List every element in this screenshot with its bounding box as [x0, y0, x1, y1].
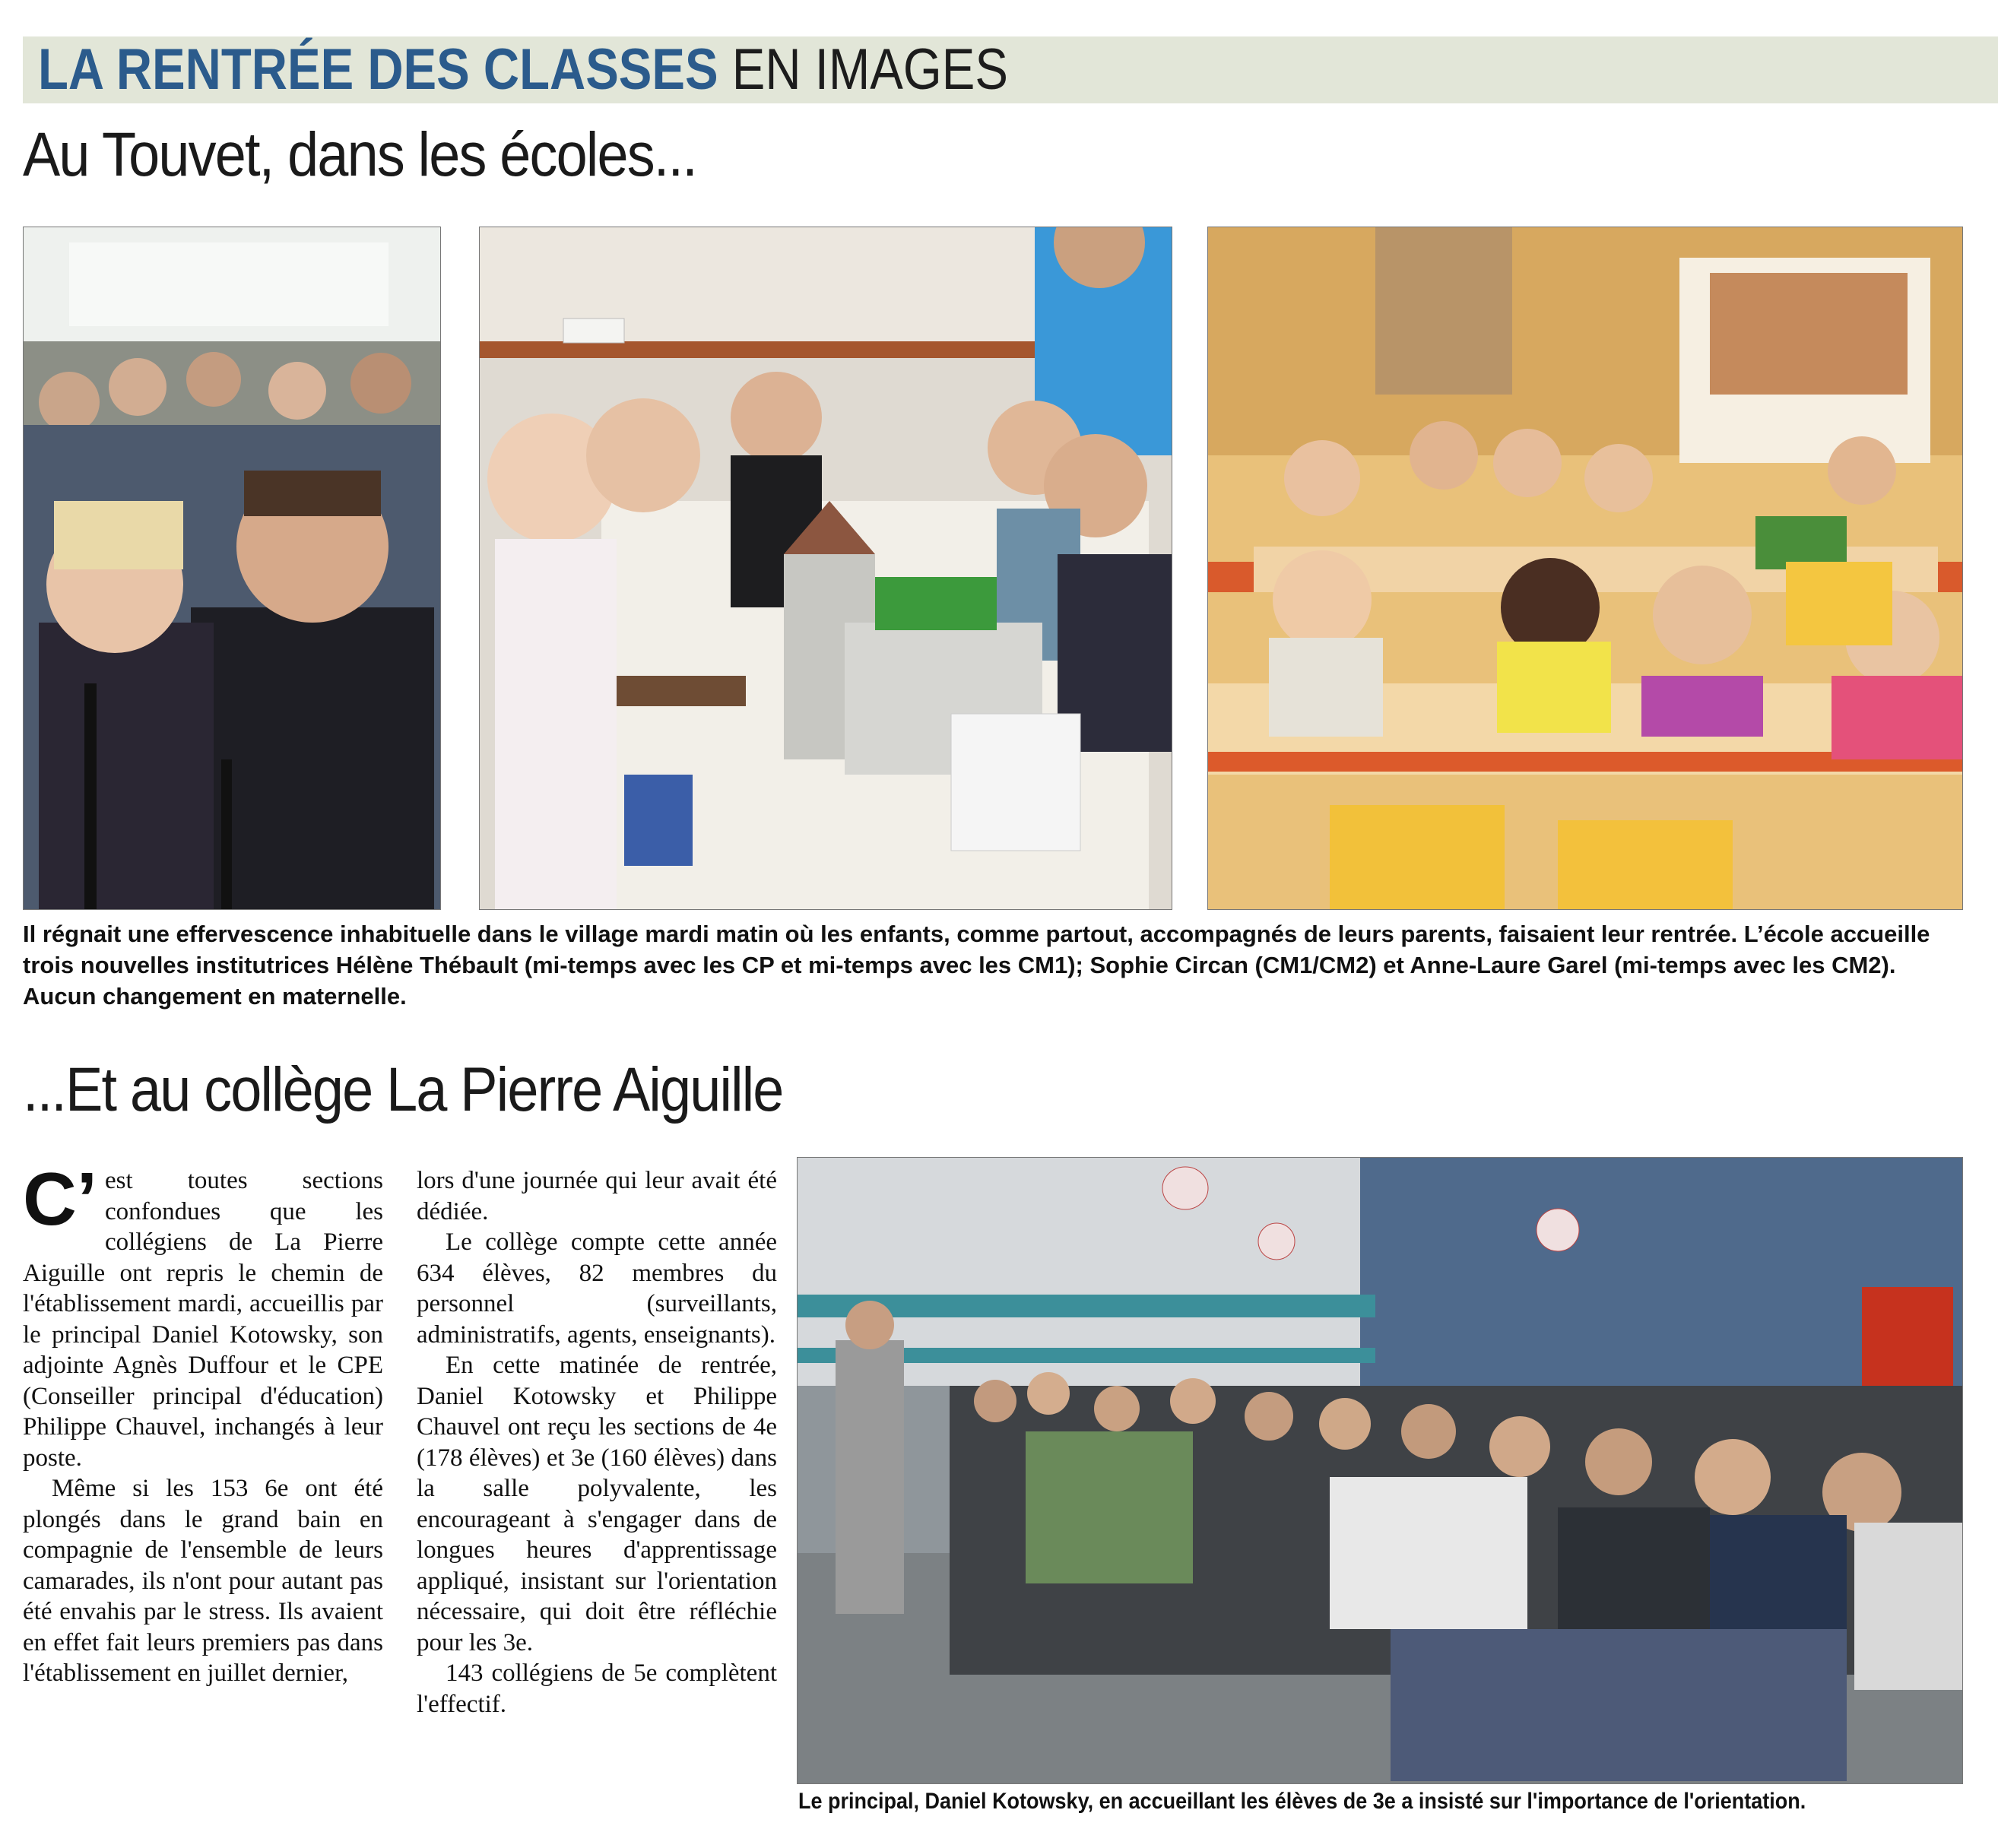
article-paragraph-3: lors d'une journée qui leur avait été dédiée.: [417, 1167, 777, 1225]
article-dropcap: C’: [23, 1157, 97, 1241]
photo-children-hallway: [23, 227, 441, 910]
photo-classroom: [1207, 227, 1963, 910]
article-paragraph-5: En cette matinée de rentrée, Daniel Kotowsky et Philippe Chauvel ont reçu les sections de 4e (178 élèves) et 3e (160 élèves) dans la salle polyvalente, les encourageant à s'engager dans de longues heures d'apprentissage appliqué, insistant sur l'orientation nécessaire, qui doit être réfléchie pour les 3e.: [417, 1352, 777, 1656]
banner-title-bold: LA RENTRÉE DES CLASSES: [38, 37, 718, 102]
article-paragraph-2: Même si les 153 6e ont été plongés dans le grand bain en compagnie de l'ensemble de leurs camarades, ils n'ont pour autant pas été envahis par le stress. Ils avaient en effet fait leurs premiers pas dans l'établissement en juillet dernier,: [23, 1475, 383, 1687]
headline-college: ...Et au collège La Pierre Aiguille: [23, 1055, 783, 1124]
photo-principal-assembly: [797, 1157, 1963, 1784]
headline-ecoles: Au Touvet, dans les écoles...: [23, 120, 696, 189]
caption-college: Le principal, Daniel Kotowsky, en accueillant les élèves de 3e a insisté sur l'importance de l'orientation.: [798, 1789, 1806, 1814]
article-paragraph-4: Le collège compte cette année 634 élèves, 82 membres du personnel (surveillants, administratifs, agents, enseignants).: [417, 1228, 777, 1349]
banner-title-rest: EN IMAGES: [718, 37, 1008, 102]
article-paragraph-6: 143 collégiens de 5e complètent l'effectif.: [417, 1659, 777, 1718]
banner-title: [38, 38, 1008, 102]
caption-ecoles: Il régnait une effervescence inhabituelle dans le village mardi matin où les enfants, comme partout, accompagnés de leurs parents, faisaient leur rentrée. L’école accueille trois nouvelles institutrices Hélène Thébault (mi-temps avec les CP et mi-temps avec les CM1); Sophie Circan (CM1/CM2) et Anne-Laure Garel (mi-temps avec les CM2). Aucun changement en maternelle.: [23, 921, 1930, 1010]
article-paragraph-1: [23, 1157, 383, 1473]
article-paragraph-1-text: est toutes sections confondues que les collégiens de La Pierre Aiguille ont repris le chemin de l'établissement mardi, accueillis par le principal Daniel Kotowsky, son adjointe Agnès Duffour et le CPE (Conseiller principal d'éducation) Philippe Chauvel, inchangés à leur poste.: [23, 1167, 383, 1472]
article-column-1: [23, 1157, 383, 1689]
article-column-2: [417, 1165, 777, 1720]
photo-children-castle: [479, 227, 1172, 910]
section-banner: [23, 36, 1998, 103]
